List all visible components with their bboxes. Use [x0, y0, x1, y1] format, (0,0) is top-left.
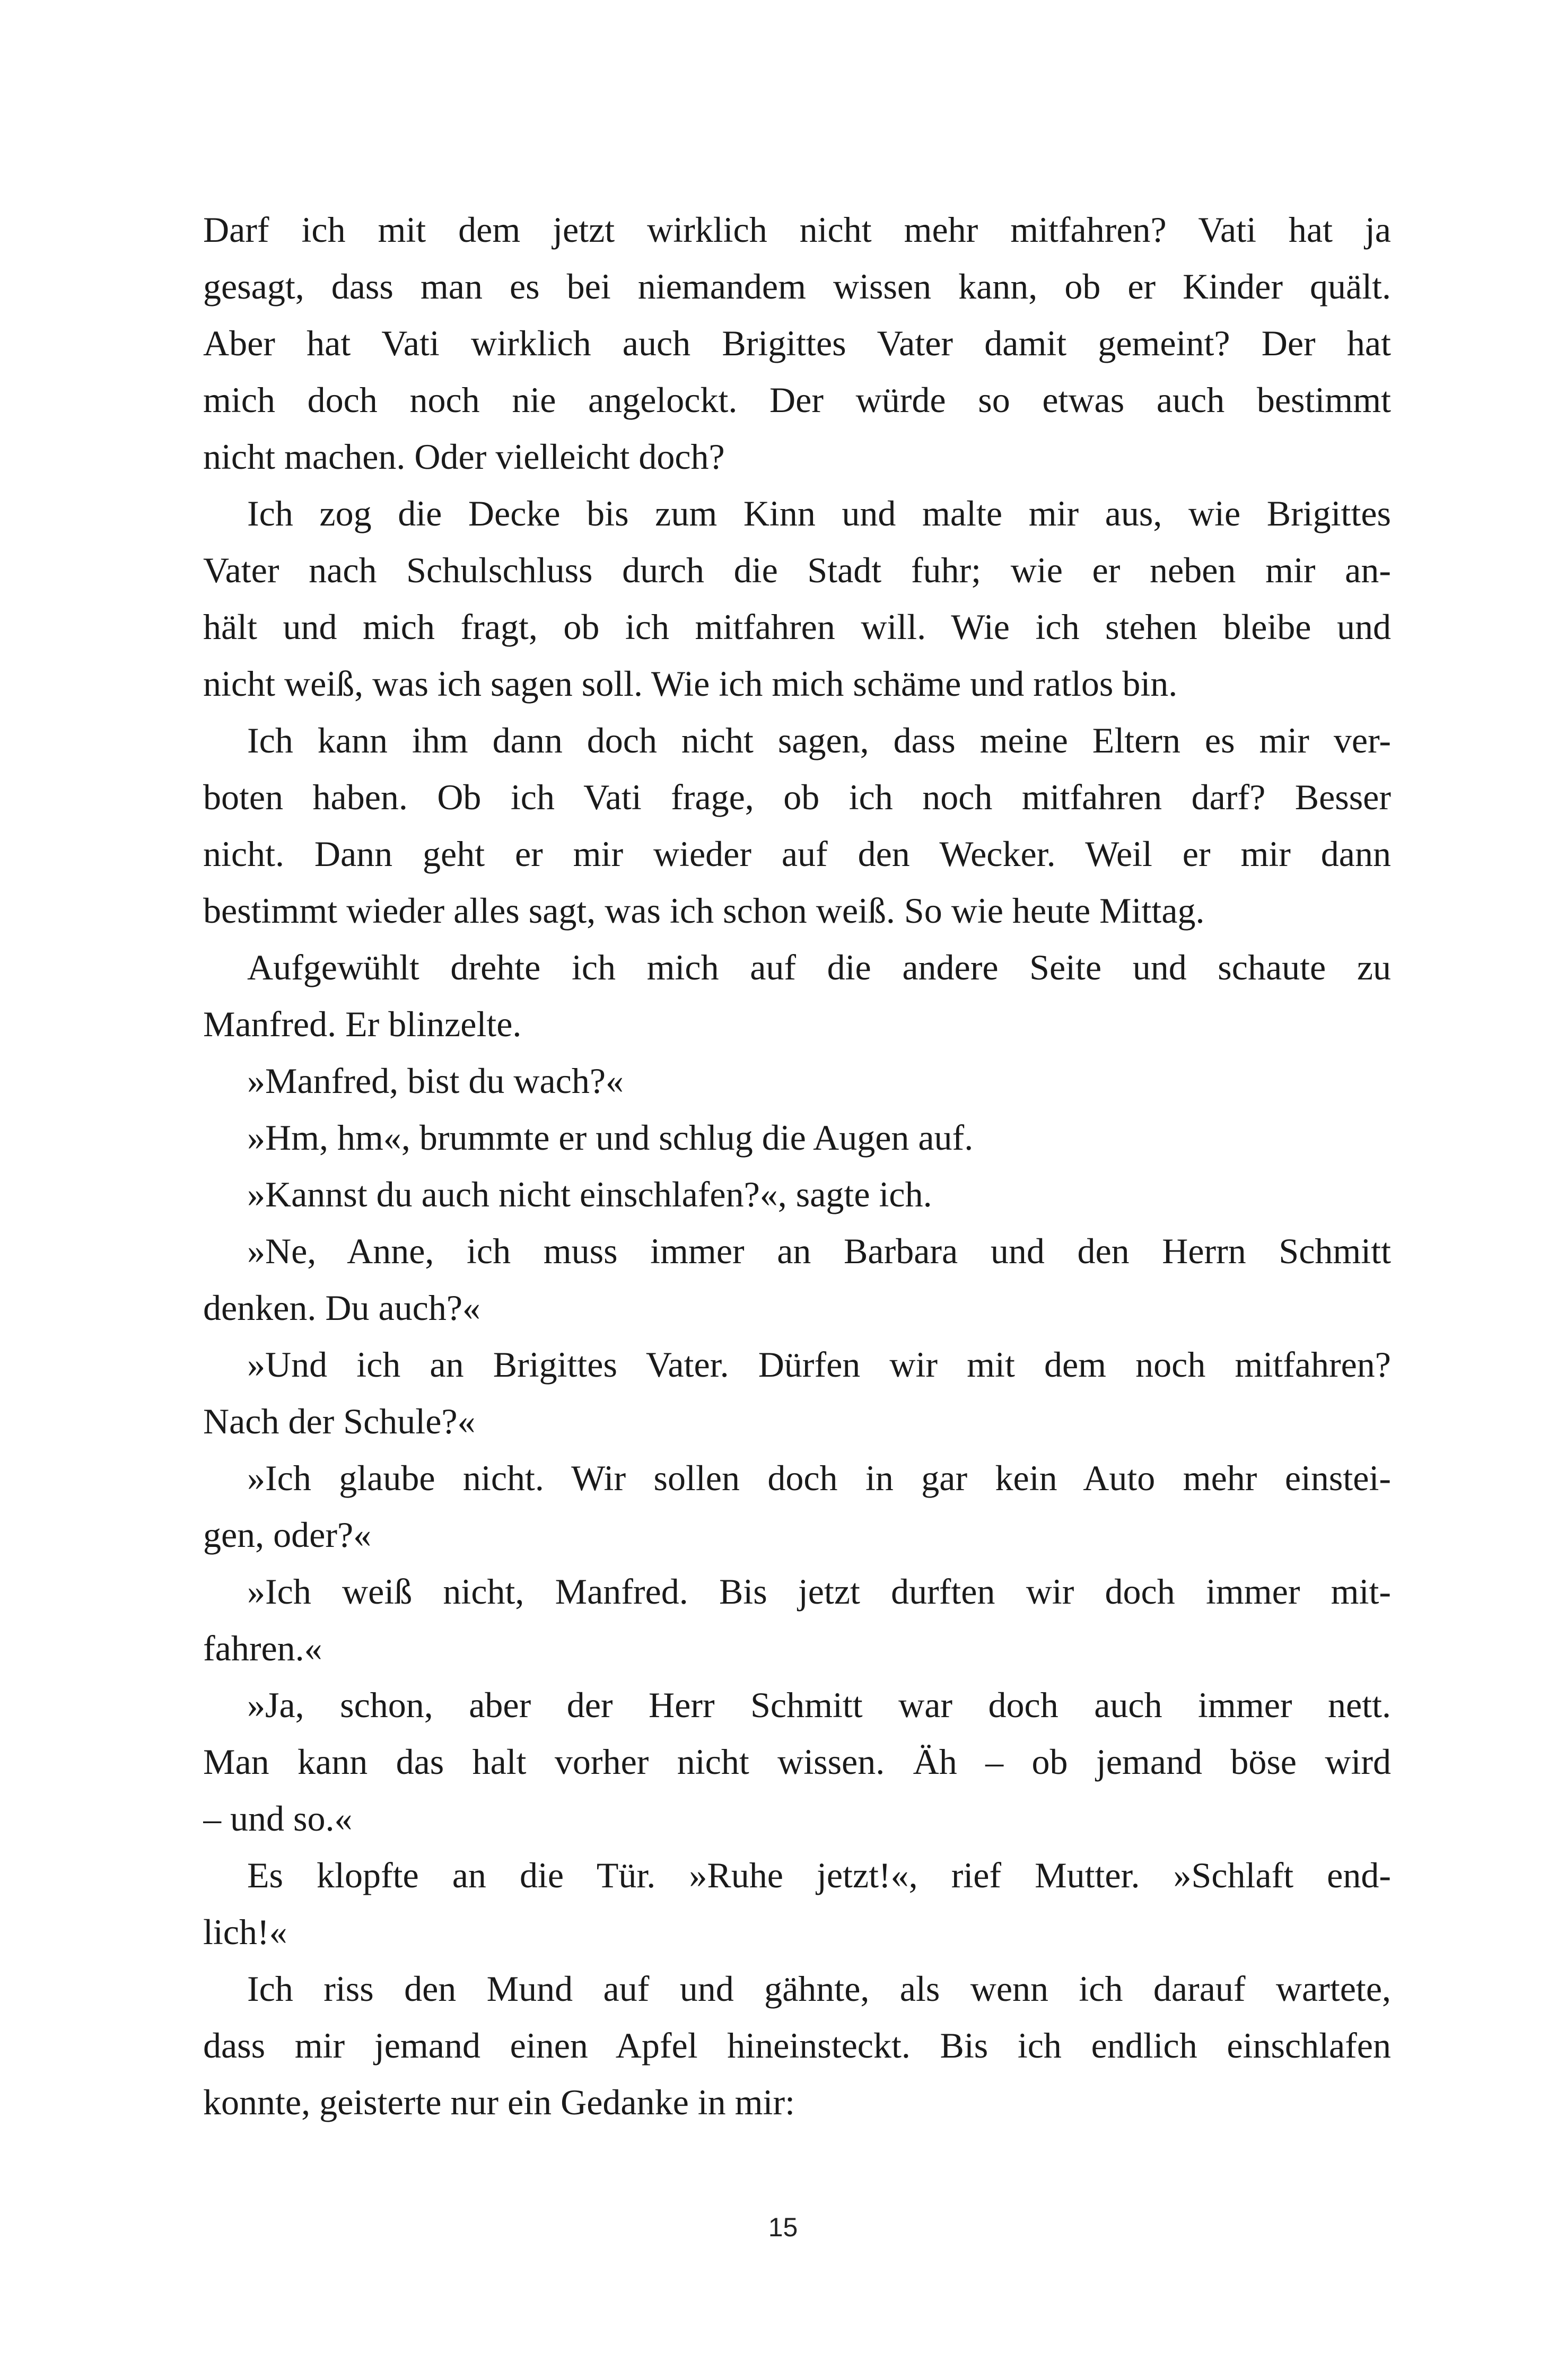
text-line: Nach der Schule?«	[203, 1401, 476, 1441]
text-line: gesagt, dass man es bei niemandem wissen kann, ob er Kinder quält.	[203, 266, 1391, 307]
text-line: Ich riss den Mund auf und gähnte, als wenn ich darauf wartete,	[247, 1968, 1391, 2009]
text-line: »Ich weiß nicht, Manfred. Bis jetzt durften wir doch immer mit-	[247, 1571, 1391, 1612]
paragraph	[203, 1961, 1391, 2131]
text-line: fahren.«	[203, 1628, 322, 1668]
paragraph	[203, 1109, 1391, 1166]
paragraph	[203, 1677, 1391, 1847]
paragraph	[203, 1450, 1391, 1563]
text-line: »Ich glaube nicht. Wir sollen doch in gar kein Auto mehr einstei-	[247, 1458, 1391, 1498]
paragraph	[203, 1053, 1391, 1109]
paragraph	[203, 1336, 1391, 1450]
text-line: lich!«	[203, 1912, 287, 1952]
text-line: »Kannst du auch nicht einschlafen?«, sagte ich.	[247, 1174, 932, 1214]
paragraph	[203, 1847, 1391, 1961]
text-line: konnte, geisterte nur ein Gedanke in mir:	[203, 2082, 795, 2122]
text-line: Ich kann ihm dann doch nicht sagen, dass meine Eltern es mir ver-	[247, 720, 1391, 760]
text-line: nicht. Dann geht er mir wieder auf den Wecker. Weil er mir dann	[203, 834, 1391, 874]
text-line: denken. Du auch?«	[203, 1288, 481, 1328]
paragraph	[203, 939, 1391, 1053]
text-line: bestimmt wieder alles sagt, was ich schon weiß. So wie heute Mittag.	[203, 890, 1205, 931]
paragraph	[203, 1223, 1391, 1336]
text-line: Ich zog die Decke bis zum Kinn und malte mir aus, wie Brigittes	[247, 493, 1391, 533]
text-line: boten haben. Ob ich Vati frage, ob ich noch mitfahren darf? Besser	[203, 777, 1391, 817]
paragraph	[203, 202, 1391, 485]
text-line: hält und mich fragt, ob ich mitfahren will. Wie ich stehen bleibe und	[203, 607, 1391, 647]
paragraph	[203, 712, 1391, 939]
text-line: nicht weiß, was ich sagen soll. Wie ich mich schäme und ratlos bin.	[203, 663, 1178, 704]
text-line: Aber hat Vati wirklich auch Brigittes Vater damit gemeint? Der hat	[203, 323, 1391, 363]
text-line: Darf ich mit dem jetzt wirklich nicht mehr mitfahren? Vati hat ja	[203, 209, 1391, 250]
paragraph	[203, 1166, 1391, 1223]
text-line: Es klopfte an die Tür. »Ruhe jetzt!«, rief Mutter. »Schlaft end-	[247, 1855, 1391, 1895]
paragraph	[203, 485, 1391, 712]
text-line: dass mir jemand einen Apfel hineinsteckt. Bis ich endlich einschlafen	[203, 2025, 1391, 2066]
text-line: »Ja, schon, aber der Herr Schmitt war doch auch immer nett.	[247, 1685, 1391, 1725]
text-line: mich doch noch nie angelockt. Der würde so etwas auch bestimmt	[203, 380, 1391, 420]
text-line: Vater nach Schulschluss durch die Stadt fuhr; wie er neben mir an-	[203, 550, 1391, 590]
body-text	[203, 202, 1391, 2131]
text-line: »Hm, hm«, brummte er und schlug die Augen auf.	[247, 1117, 974, 1158]
text-line: – und so.«	[203, 1798, 353, 1839]
text-line: nicht machen. Oder vielleicht doch?	[203, 436, 725, 477]
text-line: Aufgewühlt drehte ich mich auf die andere Seite und schaute zu	[247, 947, 1391, 987]
text-line: »Und ich an Brigittes Vater. Dürfen wir mit dem noch mitfahren?	[247, 1344, 1391, 1385]
text-line: »Ne, Anne, ich muss immer an Barbara und den Herrn Schmitt	[247, 1231, 1391, 1271]
page-number: 15	[768, 2212, 798, 2242]
text-line: Manfred. Er blinzelte.	[203, 1004, 522, 1044]
paragraph	[203, 1563, 1391, 1677]
text-line: Man kann das halt vorher nicht wissen. Äh – ob jemand böse wird	[203, 1742, 1391, 1782]
text-line: »Manfred, bist du wach?«	[247, 1061, 624, 1101]
text-line: gen, oder?«	[203, 1515, 372, 1555]
